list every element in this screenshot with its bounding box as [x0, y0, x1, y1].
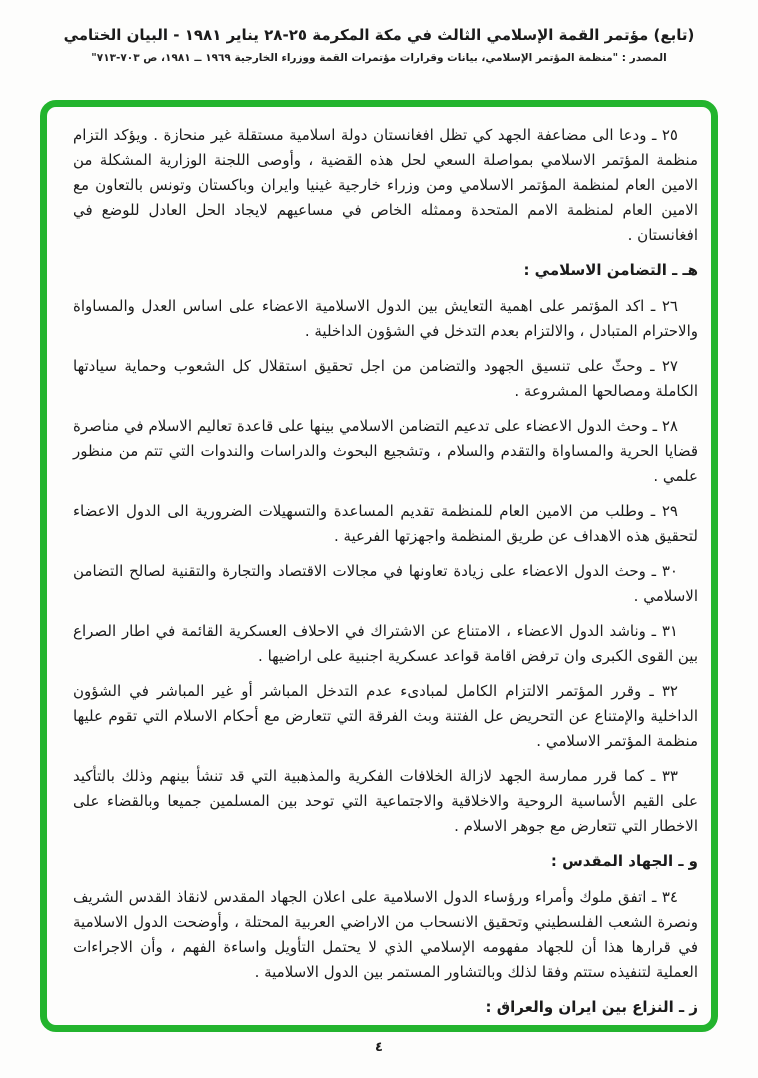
paragraph-34: ٣٤ ـ اتفق ملوك وأمراء ورؤساء الدول الاسلامية على اعلان الجهاد المقدس لانقاذ القدس الشريف ونصرة الشعب الفلسطيني وتحقيق الانسحاب من الاراضي العربية المحتلة ، وأوضحت الدول الاسلامية في قرارها هذا أن للجهاد مفهومه الإسلامي الذي لا يحتمل التأويل واساءة الفهم ، وأن الاجراءات العملية لتنفيذه ستتم وفقا لذلك وبالتشاور المستمر بين الدول الاسلامية .: [73, 888, 698, 981]
paragraph-28: ٢٨ ـ وحث الدول الاعضاء على تدعيم التضامن الاسلامي بينها على قاعدة تعاليم الاسلام في مناصرة قضايا الحرية والمساواة والتقدم والسلام ، وتشجيع البحوث والدراسات والندوات التي تتم من منظور علمي .: [73, 417, 698, 485]
paragraph-32: ٣٢ ـ وقرر المؤتمر الالتزام الكامل لمبادىء عدم التدخل المباشر أو غير المباشر في الشؤون الداخلية والإمتناع عن التحريض عل الفتنة وبث الفرقة التي تتعارض مع أحكام الاسلام التي تقوم عليها منظمة المؤتمر الاسلامي .: [73, 682, 698, 750]
document-header: [0, 26, 758, 64]
paragraph-30: ٣٠ ـ وحث الدول الاعضاء على زيادة تعاونها في مجالات الاقتصاد والتجارة والتقنية لصالح التضامن الاسلامي .: [73, 562, 698, 605]
document-source-line: المصدر : "منظمة المؤتمر الإسلامي، بيانات وقرارات مؤتمرات القمة ووزراء الخارجية ١٩٦٩ ــ ١٩٨١، ص ٧٠٣-٧١٣": [91, 52, 667, 64]
paragraph-27: ٢٧ ـ وحثّ على تنسيق الجهود والتضامن من اجل تحقيق استقلال كل الشعوب وحماية سيادتها الكاملة ومصالحها المشروعة .: [73, 357, 698, 400]
section-heading-islamic-solidarity: هـ ـ التضامن الاسلامي :: [523, 261, 698, 279]
document-body: [47, 107, 711, 1025]
page-number: ٤: [375, 1040, 383, 1055]
section-heading-iran-iraq-conflict: ز ـ النزاع بين ايران والعراق :: [485, 998, 698, 1016]
paragraph-31: ٣١ ـ وناشد الدول الاعضاء ، الامتناع عن الاشتراك في الاحلاف العسكرية القائمة في اطار الصراع بين القوى الكبرى وان ترفض اقامة قواعد عسكرية اجنبية على اراضيها .: [73, 622, 698, 665]
paragraph-29: ٢٩ ـ وطلب من الامين العام للمنظمة تقديم المساعدة والتسهيلات الضرورية الى الدول الاعضاء لتحقيق هذه الاهداف عن طريق المنظمة واجهزتها الفرعية .: [73, 502, 698, 545]
content-border-frame: [40, 100, 718, 1032]
paragraph-33: ٣٣ ـ كما قرر ممارسة الجهد لازالة الخلافات الفكرية والمذهبية التي قد تنشأ بينهم وذلك بالتأكيد على القيم الأساسية الروحية والاخلاقية والاجتماعية التي توحد بين المسلمين جميعا وبالقضاء على الاخطار التي تتعارض مع جوهر الاسلام .: [73, 767, 698, 835]
paragraph-25: ٢٥ ـ ودعا الى مضاعفة الجهد كي تظل افغانستان دولة اسلامية مستقلة غير منحازة . ويؤكد التزام منظمة المؤتمر الاسلامي بمواصلة السعي لحل هذه القضية ، وأوصى اللجنة الوزارية المشكلة من الامين العام لمنظمة المؤتمر الاسلامي ومن وزراء خارجية غينيا وايران وباكستان وتونس بالتعاون مع الامين العام لمنظمة الامم المتحدة وممثله الخاص في مساعيهم لايجاد الحل العادل للوضع في افغانستان .: [73, 126, 698, 244]
paragraph-26: ٢٦ ـ اكد المؤتمر على اهمية التعايش بين الدول الاسلامية الاعضاء على اساس العدل والمساواة والاحترام المتبادل ، والالتزام بعدم التدخل في الشؤون الداخلية .: [73, 297, 698, 340]
document-title: (تابع) مؤتمر القمة الإسلامي الثالث في مكة المكرمة ٢٥-٢٨ يناير ١٩٨١ - البيان الختامي: [63, 26, 695, 44]
section-heading-holy-jihad: و ـ الجهاد المقدس :: [550, 852, 698, 870]
